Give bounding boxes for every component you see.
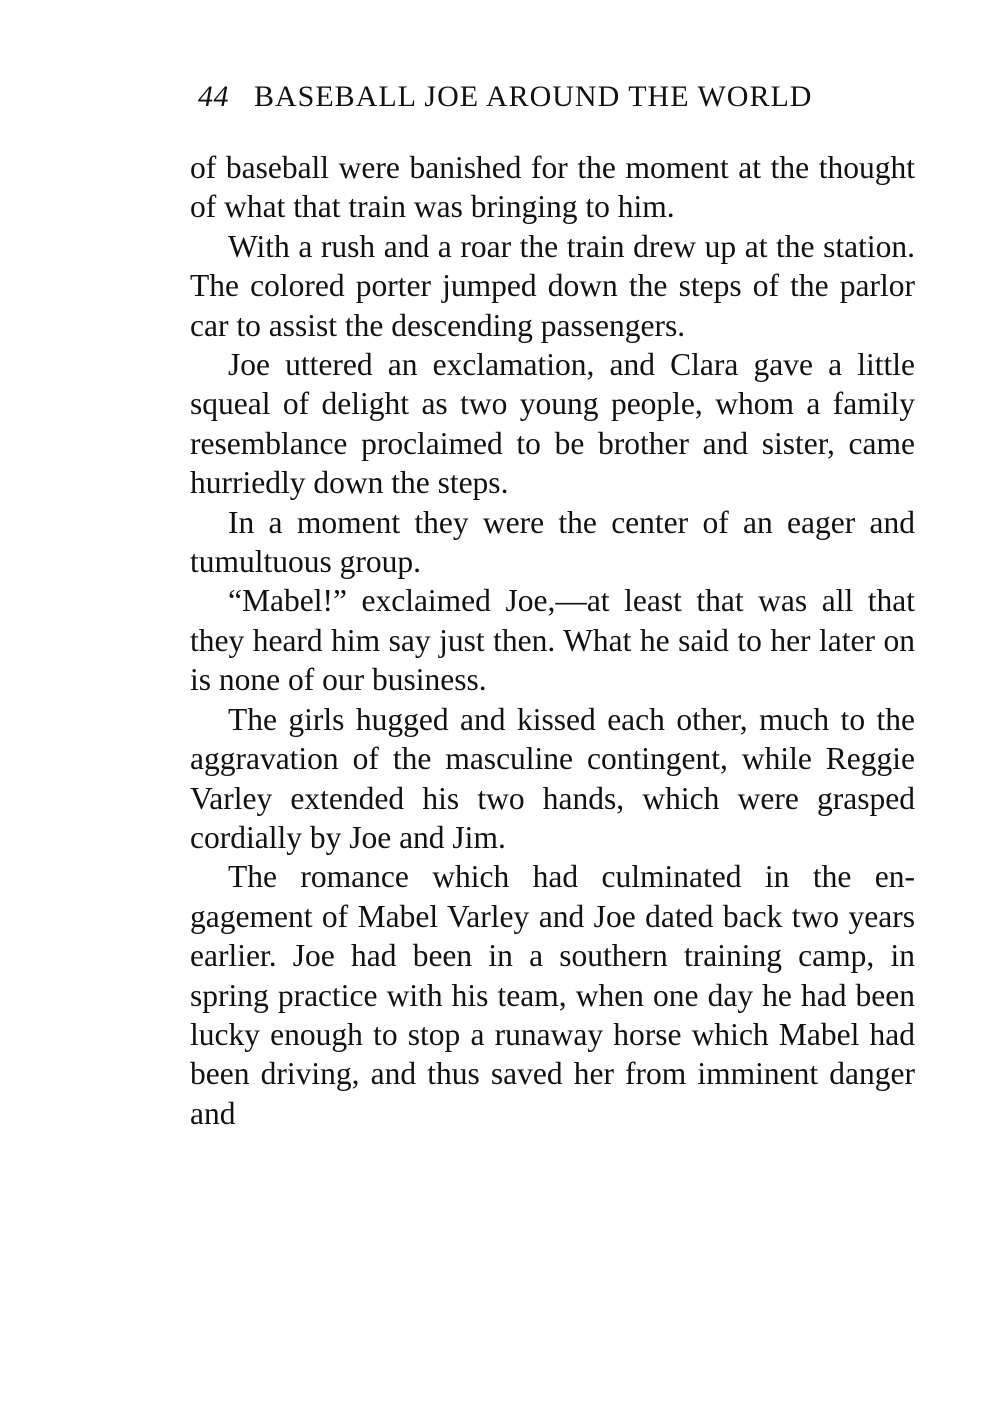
paragraph-mabel: “Mabel!” exclaimed Joe,—at least that was all that they heard him say just then. What he said to her later on is none of our business.	[190, 583, 915, 698]
paragraph-center-of-group: In a moment they were the center of an eager and tumultuous group.	[190, 504, 915, 580]
paragraph-continuation: of baseball were banished for the moment at the thought of what that train was bringing to him.	[190, 150, 915, 225]
paragraph-romance: The romance which had culminated in the engagement of Mabel Varley and Joe dated back two years earlier. Joe had been in a southern training camp, in spring practice with his team, when one day he had been lucky enough to stop a runaway horse which Mabel had been driving, and thus saved her from imminent danger and	[190, 859, 915, 1131]
paragraph-exclamation: Joe uttered an exclamation, and Clara gave a little squeal of delight as two young people, whom a family resemblance proclaimed to be brother and sister, came hurriedly down the steps.	[190, 347, 915, 501]
running-title: BASEBALL JOE AROUND THE WORLD	[254, 80, 813, 113]
paragraph-train-arrival: With a rush and a roar the train drew up at the station. The colored porter jumped down the steps of the parlor car to assist the descending passengers.	[190, 228, 915, 343]
paragraph-girls-hugged: The girls hugged and kissed each other, much to the aggravation of the masculine contingent, while Reggie Varley extended his two hands, which were grasped cordially by Joe and Jim.	[190, 701, 915, 855]
body-text	[190, 148, 915, 1133]
running-head	[198, 80, 918, 122]
page-number: 44	[198, 80, 229, 113]
